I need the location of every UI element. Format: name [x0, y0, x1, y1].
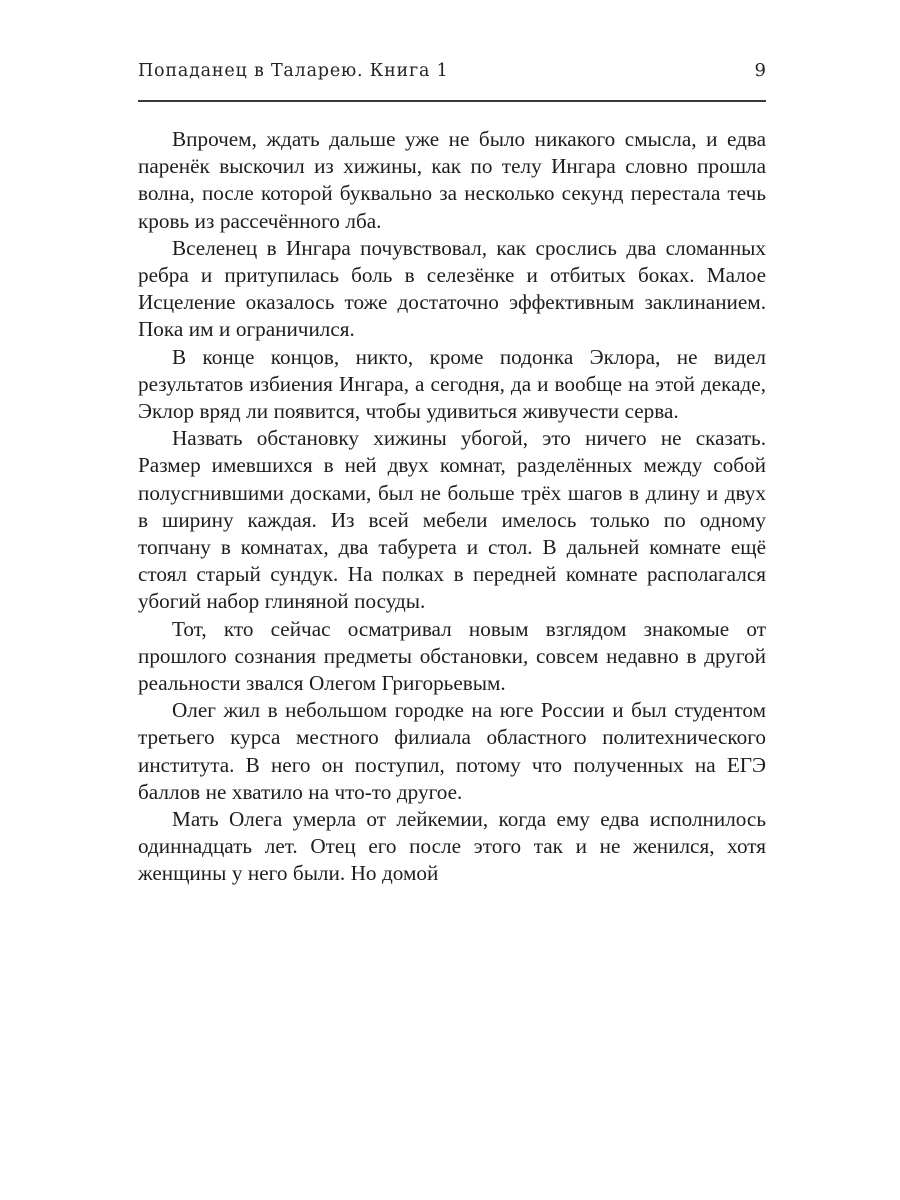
paragraph: Назвать обстановку хижины убогой, это ничего не сказать. Размер имевшихся в ней двух комнат, разделённых между собой полусгнившими досками, был не больше трёх шагов в длину и двух в ширину каждая. Из всей мебели имелось только по одному топчану в комнатах, два табурета и стол. В дальней комнате ещё стоял старый сундук. На полках в передней комнате располагался убогий набор глиняной посуды. [138, 426, 766, 614]
header-divider [138, 100, 766, 102]
paragraph: Вселенец в Ингара почувствовал, как срослись два сломанных ребра и притупилась боль в селезёнке и отбитых боках. Малое Исцеление оказалось тоже достаточно эффективным заклинанием. Пока им и ограничился. [138, 235, 766, 342]
paragraph: Олег жил в небольшом городке на юге России и был студентом третьего курса местного филиала областного политехнического института. В него он поступил, потому что полученных на ЕГЭ баллов не хватило на что-то другое. [138, 698, 766, 804]
body-text [138, 126, 766, 888]
page-number: 9 [754, 60, 766, 81]
paragraph: Впрочем, ждать дальше уже не было никакого смысла, и едва паренёк выскочил из хижины, как по телу Ингара словно прошла волна, после которой буквально за несколько секунд перестала течь кровь из рассечённого лба. [138, 127, 766, 233]
running-head-title: Попаданец в Таларею. Книга 1 [138, 61, 449, 81]
paragraph: Мать Олега умерла от лейкемии, когда ему едва исполнилось одиннадцать лет. Отец его после этого так и не женился, хотя женщины у него были. Но домой [138, 807, 766, 886]
paragraph: Тот, кто сейчас осматривал новым взглядом знакомые от прошлого сознания предметы обстановки, совсем недавно в другой реальности звался Олегом Григорьевым. [138, 616, 766, 696]
paragraph: В конце концов, никто, кроме подонка Эклора, не видел результатов избиения Ингара, а сегодня, да и вообще на этой декаде, Эклор вряд ли появится, чтобы удивиться живучести серва. [138, 344, 766, 424]
running-head [138, 60, 766, 90]
